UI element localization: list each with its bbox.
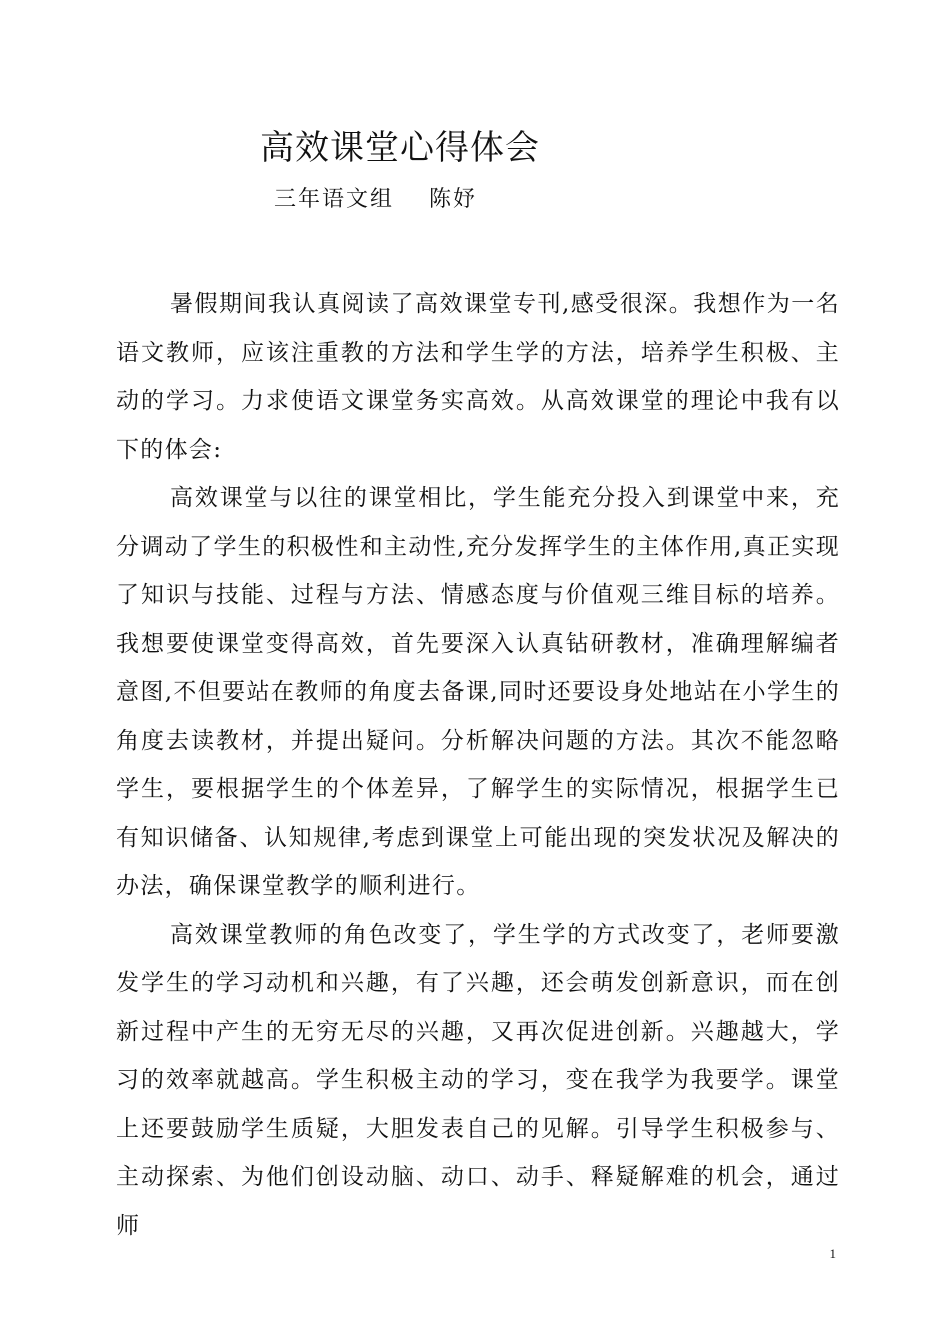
paragraph-3: 高效课堂教师的角色改变了，学生学的方式改变了，老师要激发学生的学习动机和兴趣，有了兴趣，还会萌发创新意识，而在创新过程中产生的无穷无尽的兴趣，又再次促进创新。兴趣越大，学习的效率就越高。学生积极主动的学习，变在我学为我要学。课堂上还要鼓励学生质疑，大胆发表自己的见解。引导学生积极参与、主动探索、为他们创设动脑、动口、动手、释疑解难的机会，通过师 [116, 921, 840, 1239]
paragraph-1: 暑假期间我认真阅读了高效课堂专刊,感受很深。我想作为一名语文教师，应该注重教的方法和学生学的方法，培养学生积极、主动的学习。力求使语文课堂务实高效。从高效课堂的理论中我有以下的体会: [116, 291, 840, 463]
document-title: 高效课堂心得体会 [260, 128, 540, 168]
byline-author: 陈妤 [429, 187, 478, 212]
byline [274, 185, 477, 215]
page-number: 1 [829, 1246, 836, 1261]
byline-group: 三年语文组 [274, 187, 395, 212]
paragraph-2: 高效课堂与以往的课堂相比，学生能充分投入到课堂中来，充分调动了学生的积极性和主动性,充分发挥学生的主体作用,真正实现了知识与技能、过程与方法、情感态度与价值观三维目标的培养。我想要使课堂变得高效，首先要深入认真钻研教材，准确理解编者意图,不但要站在教师的角度去备课,同时还要设身处地站在小学生的角度去读教材，并提出疑问。分析解决问题的方法。其次不能忽略学生，要根据学生的个体差异，了解学生的实际情况，根据学生已有知识储备、认知规律,考虑到课堂上可能出现的突发状况及解决的办法，确保课堂教学的顺利进行。 [116, 485, 840, 899]
document-body [116, 280, 840, 1250]
